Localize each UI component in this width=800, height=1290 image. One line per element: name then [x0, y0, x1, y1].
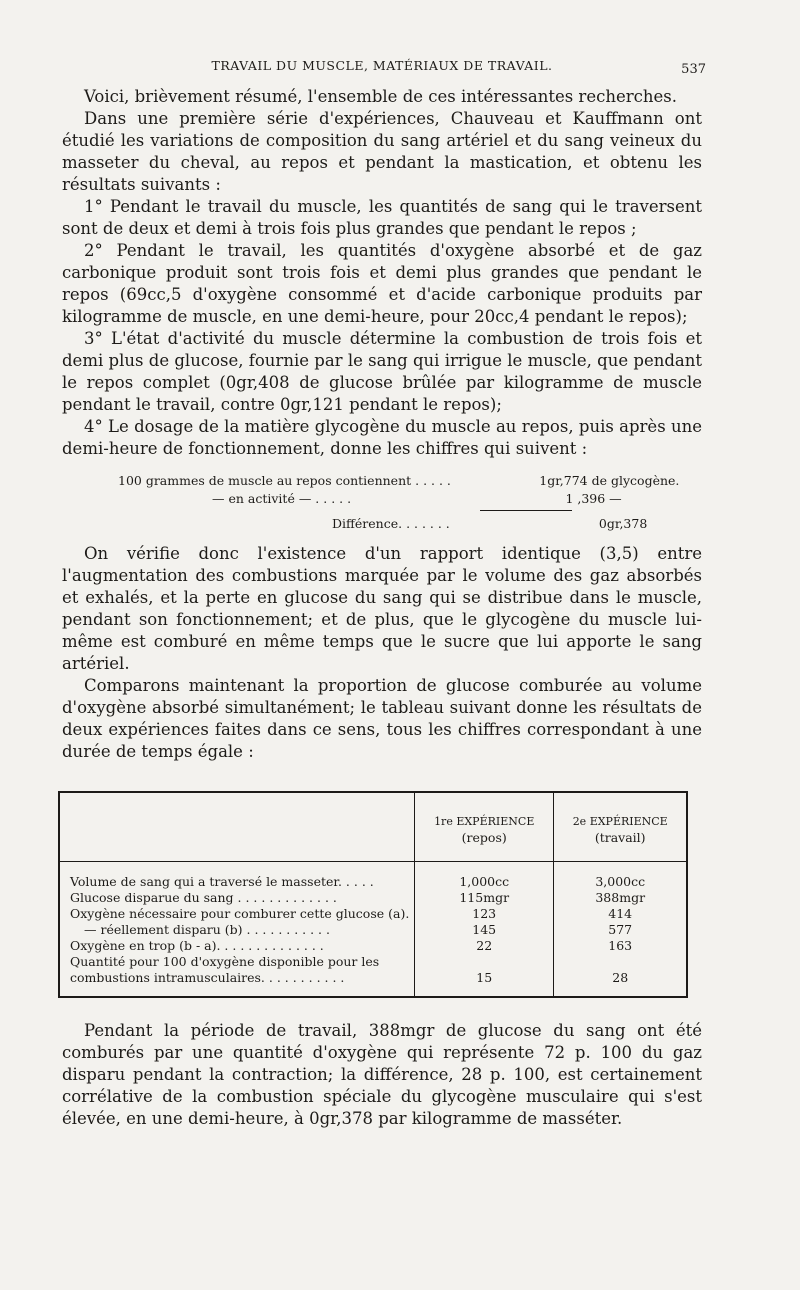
row-label: Oxygène nécessaire pour comburer cette glucose (a). — [70, 906, 410, 921]
page-number: 537 — [681, 62, 706, 77]
table-header-row — [60, 793, 686, 862]
column-work-values — [554, 862, 686, 997]
table-corner — [60, 793, 415, 862]
paragraph-point-3: 3° L'état d'activité du muscle détermine la combustion de trois fois et demi plus de glucose, fournie par le sang qui irrigue le muscle, que pendant le repos complet (0gr,408 de glucose brûlée par kilogramme de muscle pendant le travail, contre 0gr,121 pendant le repos); — [62, 329, 702, 414]
measure-row — [62, 472, 702, 490]
cell-value: 388mgr — [595, 890, 646, 905]
cell-value: 1,000cc — [459, 874, 510, 889]
column-header-rest — [415, 793, 554, 862]
results-table — [58, 791, 688, 998]
glycogen-measurement — [62, 472, 702, 533]
paragraph-first-series: Dans une première série d'expériences, Chauveau et Kauffmann ont étudié les variations de composition du sang artériel et du sang veineux du masseter du cheval, au repos et pendant la mastication, et obtenu les résultats suivants : — [62, 109, 702, 194]
column-header-label: 2e EXPÉRIENCE — [572, 815, 668, 828]
column-header-sub: (travail) — [594, 830, 646, 845]
column-header-label: 1re EXPÉRIENCE — [434, 815, 535, 828]
row-label: Glucose disparue du sang . . . . . . . . . . . . . — [70, 890, 337, 905]
paragraph-comparison: Comparons maintenant la proportion de glucose comburée au volume d'oxygène absorbé simultanément; le tableau suivant donne les résultats de deux expériences faites dans ce sens, tous les chiffres correspondant à une durée de temps égale : — [62, 676, 702, 761]
measure-row — [62, 515, 702, 533]
cell-value: 22 — [476, 938, 493, 953]
cell-value: 145 — [472, 922, 497, 937]
row-labels — [60, 862, 415, 997]
row-label: Volume de sang qui a traversé le masseter. . . . . — [70, 874, 374, 889]
page-header — [62, 58, 706, 84]
cell-value: 28 — [612, 970, 629, 985]
paragraph-intro: Voici, brièvement résumé, l'ensemble de ces intéressantes recherches. — [84, 87, 677, 106]
column-rest-values — [415, 862, 554, 997]
paragraph-work-period: Pendant la période de travail, 388mgr de glucose du sang ont été comburés par une quantité d'oxygène qui représente 72 p. 100 du gaz disparu pendant la contraction; la différence, 28 p. 100, est certainement corrélative de la combustion spéciale du glycogène musculaire qui s'est élevée, en une demi-heure, à 0gr,378 par kilogramme de masséter. — [62, 1021, 702, 1128]
cell-value: 577 — [608, 922, 633, 937]
column-header-sub: (repos) — [461, 830, 507, 845]
paragraph-conclusion: On vérifie donc l'existence d'un rapport identique (3,5) entre l'augmentation des combustions marquée par le volume des gaz absorbés et exhalés, et la perte en glucose du sang qui se distribue dans le muscle, pendant son fonctionnement; et de plus, que le glycogène du muscle lui-même est comburé en même temps que le sucre que lui apporte le sang artériel. — [62, 544, 702, 673]
measure-label: Différence. . . . . . . — [332, 516, 450, 531]
book-page — [62, 58, 706, 1130]
paragraph-point-1: 1° Pendant le travail du muscle, les quantités de sang qui le traversent sont de deux et demi à trois fois plus grandes que pendant le repos ; — [62, 197, 702, 238]
cell-value: 123 — [472, 906, 497, 921]
paragraph-point-4: 4° Le dosage de la matière glycogène du muscle au repos, puis après une demi-heure de fonctionnement, donne les chiffres qui suivent : — [62, 417, 702, 458]
measure-label: — en activité — . . . . . — [212, 491, 352, 506]
column-header-work — [554, 793, 686, 862]
row-label: Quantité pour 100 d'oxygène disponible pour les combustions intramusculaires. . . . . . . . . . . — [70, 954, 380, 985]
cell-value: 15 — [476, 970, 493, 985]
table-body — [60, 862, 686, 997]
cell-value: 3,000cc — [595, 874, 646, 889]
cell-value: 115mgr — [459, 890, 510, 905]
measure-value: 0gr,378 — [598, 516, 648, 531]
measure-row — [62, 490, 702, 508]
measure-value: 1 ,396 — — [565, 491, 622, 506]
cell-value: 414 — [608, 906, 633, 921]
cell-value: 163 — [608, 938, 633, 953]
running-title: TRAVAIL DU MUSCLE, MATÉRIAUX DE TRAVAIL. — [211, 58, 553, 73]
row-label: — réellement disparu (b) . . . . . . . . . . . — [84, 922, 330, 937]
measure-value: 1gr,774 de glycogène. — [539, 473, 680, 488]
row-label: Oxygène en trop (b - a). . . . . . . . . . . . . . — [70, 938, 324, 953]
paragraph-point-2: 2° Pendant le travail, les quantités d'oxygène absorbé et de gaz carbonique produit sont trois fois et demi plus grandes que pendant le repos (69cc,5 d'oxygène consommé et d'acide carbonique produits par kilogramme de muscle, en une demi-heure, pour 20cc,4 pendant le repos); — [62, 241, 702, 326]
measure-label: 100 grammes de muscle au repos contiennent . . . . . — [118, 473, 451, 488]
